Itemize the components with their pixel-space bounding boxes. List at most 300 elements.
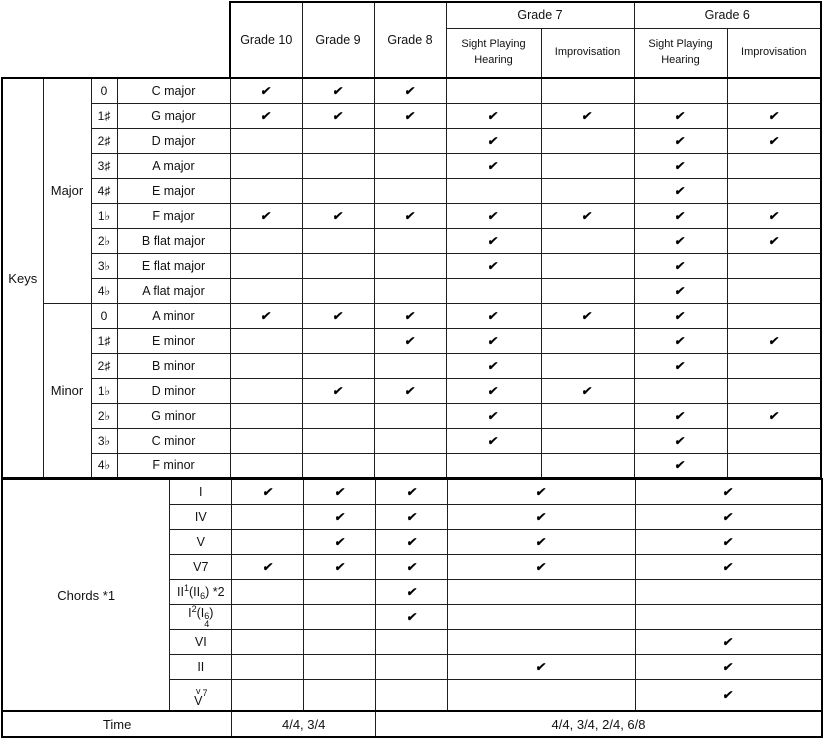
check-cell [446,153,541,178]
key-group-label-major: Major [43,78,91,303]
check-cell [374,428,446,453]
check-cell [230,78,302,103]
check-mark-icon: ✔ [403,308,417,323]
check-mark-icon: ✔ [487,208,500,223]
accidental-count: 2♯ [91,353,117,378]
check-cell [541,103,634,128]
key-name: B flat major [117,228,230,253]
check-cell [374,78,446,103]
check-cell [541,203,634,228]
check-cell [302,303,374,328]
check-cell [446,78,541,103]
key-row [2,453,821,478]
check-cell [230,378,302,403]
check-cell [302,78,374,103]
check-cell [232,679,304,711]
key-name: D major [117,128,230,153]
key-row [2,178,821,203]
check-cell [232,654,304,679]
check-mark-icon: ✔ [674,233,687,248]
check-cell [376,654,448,679]
check-cell [634,353,727,378]
key-row [2,203,821,228]
check-mark-icon: ✔ [261,484,274,499]
col-header-grade-6: Grade 6 [634,2,821,28]
check-cell [541,253,634,278]
check-cell [232,629,304,654]
key-row [2,128,821,153]
check-cell [634,303,727,328]
check-mark-icon: ✔ [722,509,735,524]
key-row [2,428,821,453]
key-name: A minor [117,303,230,328]
check-cell [446,128,541,153]
chord-symbol-part: 6 [200,590,206,601]
check-cell [376,554,448,579]
check-mark-icon: ✔ [674,133,687,148]
check-cell [302,253,374,278]
check-mark-icon: ✔ [722,659,735,674]
chord-symbol-part: 1 [183,582,189,593]
check-cell [230,328,302,353]
key-name: B minor [117,353,230,378]
check-mark-icon: ✔ [674,408,687,423]
check-mark-icon: ✔ [487,308,500,323]
check-cell [232,579,304,604]
check-mark-icon: ✔ [581,108,594,123]
check-cell [727,328,821,353]
check-cell [302,353,374,378]
check-cell [634,228,727,253]
check-mark-icon: ✔ [722,634,735,649]
key-name: A flat major [117,278,230,303]
key-name: F major [117,203,230,228]
check-mark-icon: ✔ [331,383,345,398]
check-cell [727,403,821,428]
check-cell [447,579,635,604]
key-name: E flat major [117,253,230,278]
check-mark-icon: ✔ [405,509,418,524]
chord-row [2,479,822,504]
key-name: D minor [117,378,230,403]
key-row [2,278,821,303]
key-name: G minor [117,403,230,428]
accidental-count: 2♭ [91,228,117,253]
check-cell [374,328,446,353]
check-cell [446,228,541,253]
check-cell [541,328,634,353]
key-name: F minor [117,453,230,478]
check-cell [727,253,821,278]
check-cell [635,579,822,604]
check-mark-icon: ✔ [767,233,781,248]
check-cell [374,403,446,428]
check-cell [302,203,374,228]
check-cell [541,153,634,178]
check-mark-icon: ✔ [487,258,500,273]
check-cell [447,554,635,579]
check-cell [634,203,727,228]
chords-time-table [1,478,823,738]
keys-grades-table [1,1,822,479]
check-mark-icon: ✔ [767,333,781,348]
check-cell [727,153,821,178]
check-cell [634,428,727,453]
check-cell [302,153,374,178]
check-cell [376,504,448,529]
check-cell [376,629,448,654]
check-mark-icon: ✔ [487,408,500,423]
check-cell [374,278,446,303]
chord-symbol-part: 2 [191,604,197,614]
check-mark-icon: ✔ [259,108,273,123]
check-cell [304,504,376,529]
check-mark-icon: ✔ [331,83,345,98]
accidental-count: 1♯ [91,103,117,128]
check-cell [446,403,541,428]
check-mark-icon: ✔ [487,358,500,373]
check-cell [634,78,727,103]
check-mark-icon: ✔ [259,208,273,223]
check-cell [374,128,446,153]
check-cell [635,479,822,504]
time-signatures-grades-8-to-6: 4/4, 3/4, 2/4, 6/8 [376,711,822,737]
accidental-count: 4♭ [91,453,117,478]
check-cell [232,604,304,629]
check-cell [727,353,821,378]
check-mark-icon: ✔ [331,308,345,323]
check-mark-icon: ✔ [722,687,735,702]
chord-symbol-part: IV [194,509,207,524]
check-cell [304,604,376,629]
accidental-count: 3♯ [91,153,117,178]
chord-symbol-part: v V [194,686,203,709]
check-cell [232,479,304,504]
accidental-count: 4♭ [91,278,117,303]
check-cell [446,353,541,378]
check-cell [727,128,821,153]
check-cell [302,128,374,153]
key-row [2,403,821,428]
chord-symbol-part: ) *2 [205,584,225,599]
check-cell [447,629,635,654]
check-mark-icon: ✔ [674,258,687,273]
check-mark-icon: ✔ [535,559,548,574]
check-mark-icon: ✔ [403,208,417,223]
chord-symbol-part: ) [209,605,214,620]
check-cell [302,428,374,453]
check-cell [635,504,822,529]
check-mark-icon: ✔ [487,108,500,123]
check-mark-icon: ✔ [581,383,594,398]
accidental-count: 4♯ [91,178,117,203]
check-cell [446,203,541,228]
check-cell [230,428,302,453]
check-mark-icon: ✔ [722,559,735,574]
key-row [2,253,821,278]
chord-symbol [170,579,232,604]
check-mark-icon: ✔ [487,158,500,173]
check-mark-icon: ✔ [487,233,500,248]
check-cell [374,453,446,478]
check-mark-icon: ✔ [259,83,273,98]
key-name: C major [117,78,230,103]
check-cell [230,403,302,428]
check-mark-icon: ✔ [674,283,687,298]
chord-symbol-part: 6 4 [204,610,210,629]
check-mark-icon: ✔ [767,133,781,148]
check-cell [541,378,634,403]
check-mark-icon: ✔ [403,383,417,398]
check-cell [374,228,446,253]
check-cell [302,453,374,478]
col-header-grade-7-improvisation: Improvisation [541,28,634,78]
check-cell [374,353,446,378]
check-cell [635,679,822,711]
check-cell [446,253,541,278]
check-cell [634,178,727,203]
check-mark-icon: ✔ [767,208,781,223]
check-mark-icon: ✔ [487,333,500,348]
check-cell [446,378,541,403]
check-cell [634,128,727,153]
check-cell [230,228,302,253]
check-cell [447,679,635,711]
check-mark-icon: ✔ [403,83,417,98]
check-mark-icon: ✔ [674,433,687,448]
accidental-count: 3♭ [91,428,117,453]
chord-symbol-part: 7 [202,688,208,699]
check-cell [302,378,374,403]
check-cell [447,529,635,554]
check-cell [304,654,376,679]
chord-symbol-part: II [177,584,184,599]
check-cell [727,178,821,203]
check-cell [374,253,446,278]
check-cell [376,579,448,604]
chord-symbol [170,604,232,629]
check-cell [635,529,822,554]
accidental-count: 2♯ [91,128,117,153]
accidental-count: 0 [91,78,117,103]
check-cell [634,453,727,478]
check-mark-icon: ✔ [405,534,418,549]
chord-symbol-part: V7 [193,559,209,574]
key-row [2,78,821,103]
check-mark-icon: ✔ [535,484,548,499]
accidental-count: 1♯ [91,328,117,353]
check-mark-icon: ✔ [405,484,418,499]
chord-symbol [170,679,232,711]
check-cell [446,453,541,478]
chord-symbol-part: (II [188,584,201,599]
check-cell [230,278,302,303]
check-cell [374,153,446,178]
check-mark-icon: ✔ [403,108,417,123]
check-cell [304,629,376,654]
check-cell [727,278,821,303]
check-cell [304,479,376,504]
check-mark-icon: ✔ [535,659,548,674]
check-cell [634,378,727,403]
check-cell [541,78,634,103]
check-cell [230,253,302,278]
check-cell [727,203,821,228]
check-cell [727,78,821,103]
key-group-label-minor: Minor [43,303,91,478]
key-row [2,228,821,253]
check-cell [635,604,822,629]
check-cell [302,228,374,253]
check-cell [302,103,374,128]
chord-symbol [170,504,232,529]
col-header-grade-9: Grade 9 [302,2,374,78]
check-cell [230,453,302,478]
key-name: G major [117,103,230,128]
check-cell [541,278,634,303]
col-header-grade-6-sight-playing-hearing: Sight Playing Hearing [634,28,727,78]
check-mark-icon: ✔ [261,559,274,574]
check-mark-icon: ✔ [674,333,687,348]
check-mark-icon: ✔ [333,534,346,549]
accidental-count: 0 [91,303,117,328]
key-name: A major [117,153,230,178]
col-header-grade-10: Grade 10 [230,2,302,78]
chords-section-label: Chords *1 [2,479,170,711]
check-cell [230,128,302,153]
check-cell [302,403,374,428]
col-header-grade-8: Grade 8 [374,2,446,78]
check-mark-icon: ✔ [405,559,418,574]
check-cell [446,328,541,353]
time-label: Time [2,711,232,737]
check-cell [230,153,302,178]
check-mark-icon: ✔ [581,208,594,223]
check-mark-icon: ✔ [674,108,687,123]
check-mark-icon: ✔ [331,208,345,223]
check-cell [232,529,304,554]
check-cell [447,604,635,629]
check-mark-icon: ✔ [403,333,417,348]
check-cell [230,303,302,328]
check-mark-icon: ✔ [674,183,687,198]
check-cell [374,203,446,228]
key-row [2,103,821,128]
check-cell [230,203,302,228]
key-row [2,328,821,353]
accidental-count: 1♭ [91,203,117,228]
check-cell [376,604,448,629]
check-cell [304,554,376,579]
check-cell [727,228,821,253]
check-cell [727,303,821,328]
check-cell [302,328,374,353]
check-cell [446,178,541,203]
check-cell [376,529,448,554]
check-cell [374,103,446,128]
chord-symbol-part: I [199,484,203,499]
check-cell [727,103,821,128]
check-cell [376,479,448,504]
chord-symbol [170,554,232,579]
check-cell [541,303,634,328]
check-mark-icon: ✔ [487,383,500,398]
check-cell [727,453,821,478]
check-cell [374,178,446,203]
chord-symbol [170,479,232,504]
check-cell [447,504,635,529]
check-mark-icon: ✔ [767,108,781,123]
blank-corner [2,2,230,78]
check-cell [541,228,634,253]
check-cell [446,103,541,128]
check-mark-icon: ✔ [674,208,687,223]
check-cell [635,629,822,654]
check-cell [727,428,821,453]
chord-symbol [170,654,232,679]
check-cell [304,529,376,554]
accidental-count: 3♭ [91,253,117,278]
chord-symbol-part: (I [196,605,205,620]
keys-section-label: Keys [2,78,43,478]
check-cell [634,153,727,178]
check-cell [541,128,634,153]
chord-symbol [170,529,232,554]
check-mark-icon: ✔ [767,408,781,423]
check-mark-icon: ✔ [405,609,418,624]
check-cell [304,679,376,711]
check-mark-icon: ✔ [535,534,548,549]
check-mark-icon: ✔ [674,458,687,473]
check-cell [446,278,541,303]
accidental-count: 1♭ [91,378,117,403]
check-cell [232,504,304,529]
key-name: C minor [117,428,230,453]
check-cell [541,403,634,428]
check-mark-icon: ✔ [333,559,346,574]
check-cell [232,554,304,579]
check-mark-icon: ✔ [674,158,687,173]
check-cell [374,303,446,328]
check-mark-icon: ✔ [405,584,418,599]
check-mark-icon: ✔ [331,108,345,123]
check-cell [374,378,446,403]
key-row [2,303,821,328]
check-mark-icon: ✔ [259,308,273,323]
check-cell [447,479,635,504]
check-cell [634,328,727,353]
check-cell [635,654,822,679]
check-cell [727,378,821,403]
check-mark-icon: ✔ [674,308,687,323]
time-row [2,711,822,737]
accidental-count: 2♭ [91,403,117,428]
check-cell [541,178,634,203]
time-signatures-grades-10-9: 4/4, 3/4 [232,711,376,737]
check-cell [634,403,727,428]
check-cell [376,679,448,711]
check-cell [541,428,634,453]
chord-symbol-part: V [196,534,205,549]
check-cell [304,579,376,604]
check-cell [634,278,727,303]
check-cell [446,303,541,328]
check-mark-icon: ✔ [722,534,735,549]
check-cell [541,453,634,478]
check-mark-icon: ✔ [581,308,594,323]
check-mark-icon: ✔ [487,133,500,148]
check-cell [302,178,374,203]
